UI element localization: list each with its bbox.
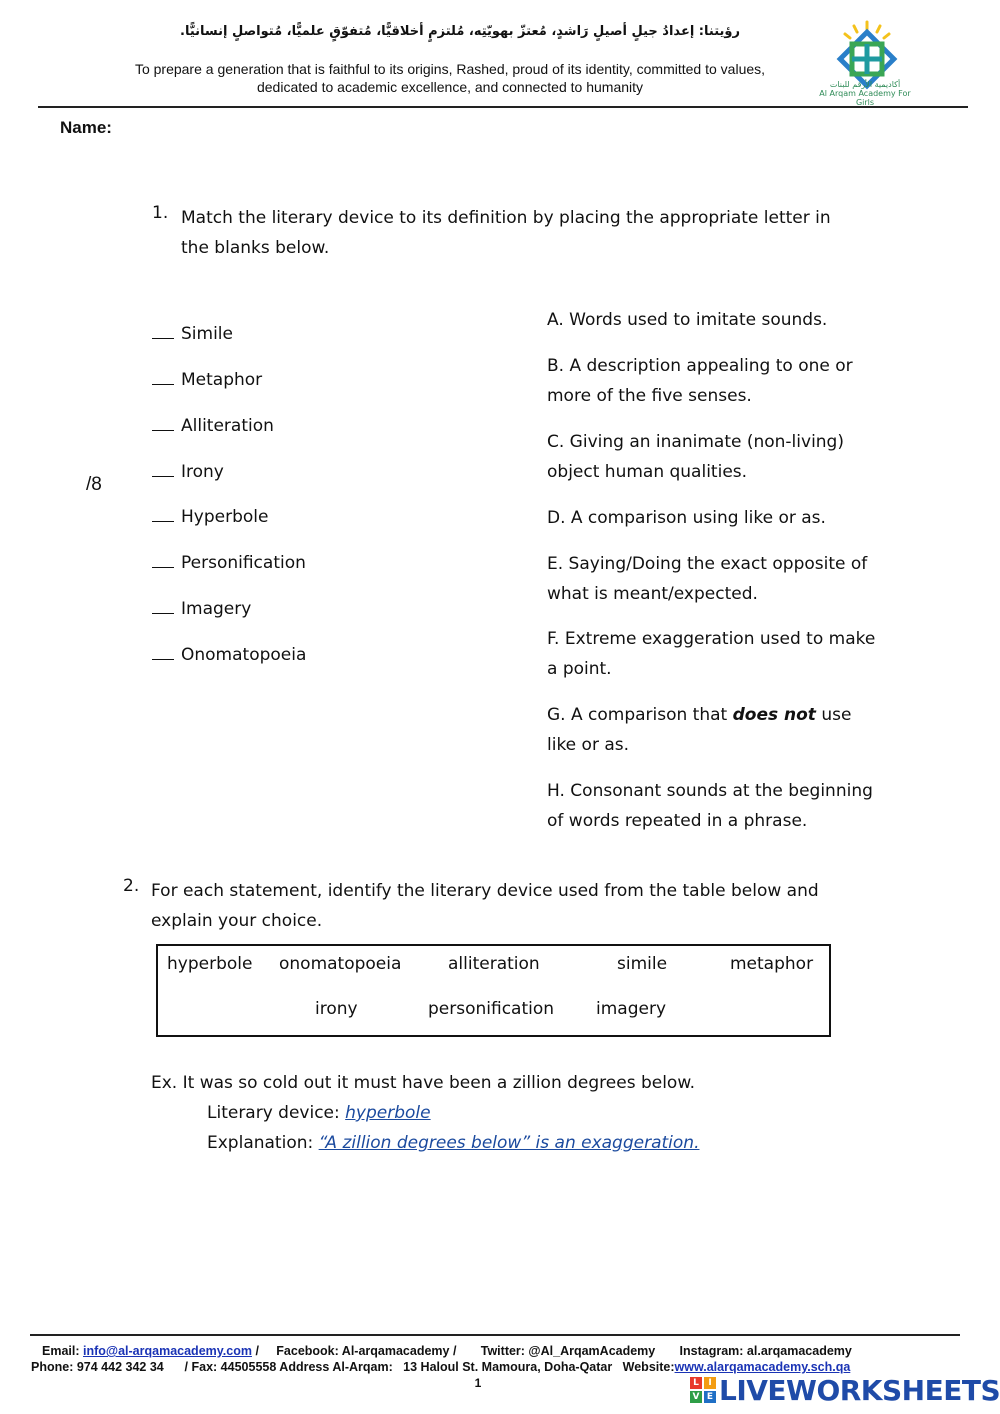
vision-english-line1: To prepare a generation that is faithful to its origins, Rashed, proud of its identity, committed to values, bbox=[134, 61, 766, 77]
example-explanation-label: Explanation: bbox=[207, 1133, 319, 1153]
definition-f-line1: F. Extreme exaggeration used to make bbox=[547, 629, 876, 649]
example-device-answer: hyperbole bbox=[345, 1103, 431, 1123]
match-item-label: Hyperbole bbox=[181, 507, 269, 527]
definition-a: A. Words used to imitate sounds. bbox=[547, 310, 828, 330]
definition-f bbox=[547, 624, 897, 684]
definition-g-line1 bbox=[547, 700, 897, 730]
answer-blank[interactable] bbox=[152, 370, 174, 385]
definition-c-line1: C. Giving an inanimate (non-living) bbox=[547, 432, 844, 452]
word-bank-metaphor: metaphor bbox=[730, 954, 814, 974]
match-item-metaphor[interactable] bbox=[152, 370, 262, 390]
logo-letter-i: I bbox=[704, 1377, 716, 1389]
match-item-label: Onomatopoeia bbox=[181, 645, 307, 665]
match-item-label: Imagery bbox=[181, 599, 252, 619]
vision-english bbox=[70, 60, 830, 96]
q2-number: 2. bbox=[123, 876, 140, 896]
definition-g bbox=[547, 700, 897, 760]
definition-e-line2: what is meant/expected. bbox=[547, 584, 758, 604]
word-bank-hyperbole: hyperbole bbox=[167, 954, 253, 974]
match-item-label: Metaphor bbox=[181, 370, 263, 390]
match-item-label: Alliteration bbox=[181, 416, 274, 436]
definition-g-text: G. A comparison that bbox=[547, 705, 733, 725]
answer-blank[interactable] bbox=[152, 462, 174, 477]
definition-d: D. A comparison using like or as. bbox=[547, 508, 826, 528]
footer-social: / Facebook: Al-arqamacademy / Twitter: @Al_ArqamAcademy Instagram: al.arqamacademy bbox=[251, 1344, 852, 1358]
definition-h-line1: H. Consonant sounds at the beginning bbox=[547, 781, 873, 801]
footer-email-label: Email: bbox=[42, 1344, 83, 1358]
footer-contact-line1 bbox=[42, 1344, 852, 1358]
match-item-onomatopoeia[interactable] bbox=[152, 645, 306, 665]
definition-c-line2: object human qualities. bbox=[547, 462, 748, 482]
definition-g-text-end: use bbox=[815, 705, 852, 725]
logo-letter-l: L bbox=[690, 1377, 702, 1389]
example-explanation-answer: “A zillion degrees below” is an exaggeration. bbox=[318, 1133, 700, 1153]
example-explanation bbox=[207, 1133, 699, 1153]
example-statement: Ex. It was so cold out it must have been a zillion degrees below. bbox=[151, 1073, 696, 1093]
match-item-alliteration[interactable] bbox=[152, 416, 274, 436]
definition-b bbox=[547, 351, 897, 411]
answer-blank[interactable] bbox=[152, 599, 174, 614]
definition-e-line1: E. Saying/Doing the exact opposite of bbox=[547, 554, 868, 574]
match-item-label: Irony bbox=[181, 462, 224, 482]
match-item-imagery[interactable] bbox=[152, 599, 251, 619]
match-item-simile[interactable] bbox=[152, 324, 233, 344]
definition-e bbox=[547, 549, 897, 609]
footer-divider bbox=[30, 1334, 960, 1336]
footer-email-link[interactable]: info@al-arqamacademy.com bbox=[83, 1344, 252, 1358]
match-item-irony[interactable] bbox=[152, 462, 224, 482]
logo-caption-english: Al Arqam Academy For Girls bbox=[819, 89, 911, 107]
match-item-personification[interactable] bbox=[152, 553, 306, 573]
vision-arabic: رؤيتنا: إعدادُ جيلٍ أصيلٍ رَاشدٍ، مُعتزّ بهويّتِه، مُلتزمٍ أخلاقيًّا، مُتفوّقٍ علميًّا، مُتواصلٍ إنسانيًّا. bbox=[180, 24, 740, 39]
match-item-hyperbole[interactable] bbox=[152, 507, 268, 527]
definition-b-line1: B. A description appealing to one or bbox=[547, 356, 853, 376]
definition-c bbox=[547, 427, 897, 487]
definition-h-line2: of words repeated in a phrase. bbox=[547, 811, 808, 831]
score-label: /8 bbox=[86, 474, 102, 495]
q1-number: 1. bbox=[152, 203, 169, 223]
logo-caption bbox=[815, 80, 915, 107]
device-word-bank bbox=[156, 944, 831, 1037]
answer-blank[interactable] bbox=[152, 645, 174, 660]
footer-contact-line2 bbox=[31, 1360, 850, 1374]
answer-blank[interactable] bbox=[152, 553, 174, 568]
word-bank-personification: personification bbox=[428, 999, 555, 1019]
definition-h bbox=[547, 776, 897, 836]
q2-instructions-line1: For each statement, identify the literary device used from the table below and bbox=[151, 881, 819, 901]
liveworksheets-logo-icon bbox=[690, 1377, 716, 1403]
q2-instructions-line2: explain your choice. bbox=[151, 911, 323, 931]
footer-website-link[interactable]: www.alarqamacademy.sch.qa bbox=[674, 1360, 851, 1374]
logo-letter-v: V bbox=[690, 1391, 702, 1403]
q2-instructions bbox=[151, 876, 871, 936]
definition-g-line2: like or as. bbox=[547, 735, 630, 755]
answer-blank[interactable] bbox=[152, 416, 174, 431]
word-bank-onomatopoeia: onomatopoeia bbox=[279, 954, 402, 974]
definition-g-emphasis: does not bbox=[732, 705, 816, 725]
q1-instructions bbox=[181, 203, 881, 263]
q1-instructions-line2: the blanks below. bbox=[181, 238, 330, 258]
footer-address: Phone: 974 442 342 34 / Fax: 44505558 Address Al-Arqam: 13 Haloul St. Mamoura, Doha-Qatar Website: bbox=[31, 1360, 675, 1374]
word-bank-imagery: imagery bbox=[596, 999, 667, 1019]
logo-letter-e: E bbox=[704, 1391, 716, 1403]
definition-f-line2: a point. bbox=[547, 659, 612, 679]
logo-caption-arabic: أكاديمية الأرقم للبنات bbox=[829, 80, 901, 89]
match-item-label: Personification bbox=[181, 553, 306, 573]
answer-blank[interactable] bbox=[152, 507, 174, 522]
page-number: 1 bbox=[474, 1376, 482, 1390]
header-divider bbox=[38, 106, 968, 108]
match-item-label: Simile bbox=[181, 324, 233, 344]
name-label: Name: bbox=[60, 118, 112, 137]
knot-emblem-icon bbox=[840, 32, 894, 86]
vision-english-line2: dedicated to academic excellence, and connected to humanity bbox=[256, 79, 644, 95]
definition-b-line2: more of the five senses. bbox=[547, 386, 752, 406]
example-device-label: Literary device: bbox=[207, 1103, 346, 1123]
q1-instructions-line1: Match the literary device to its definition by placing the appropriate letter in bbox=[181, 208, 831, 228]
word-bank-alliteration: alliteration bbox=[448, 954, 540, 974]
word-bank-simile: simile bbox=[617, 954, 668, 974]
answer-blank[interactable] bbox=[152, 324, 174, 339]
example-device bbox=[207, 1103, 431, 1123]
liveworksheets-wordmark: LIVEWORKSHEETS bbox=[719, 1373, 1000, 1407]
word-bank-irony: irony bbox=[315, 999, 358, 1019]
liveworksheets-brand bbox=[690, 1373, 1000, 1407]
